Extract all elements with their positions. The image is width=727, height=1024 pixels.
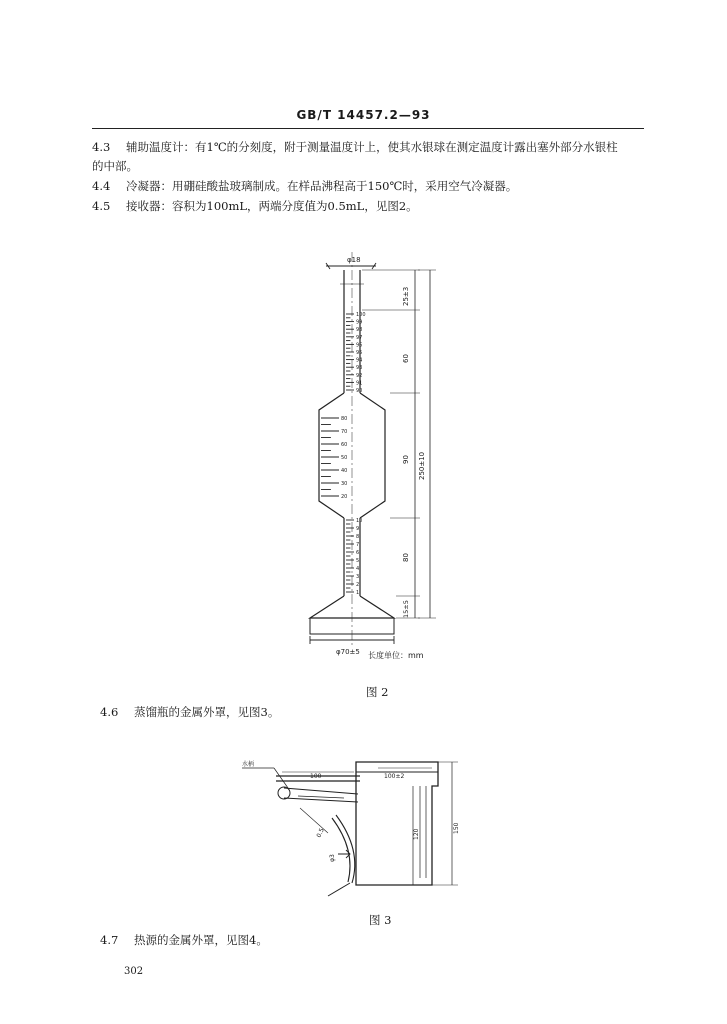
graduation-label: 8 bbox=[356, 534, 360, 540]
graduation-label: 2 bbox=[356, 582, 360, 588]
section-number: 4.5 bbox=[92, 199, 111, 213]
dim-outer-height: 150 bbox=[453, 822, 460, 834]
graduation-label: 4 bbox=[356, 566, 360, 572]
section-4-5 bbox=[92, 199, 418, 214]
section-4-4 bbox=[92, 179, 517, 194]
graduation-label: 5 bbox=[356, 558, 360, 564]
graduation-label: 90 bbox=[356, 388, 363, 394]
graduation-label: 30 bbox=[341, 481, 348, 487]
dim-arm-length: 100 bbox=[310, 773, 322, 780]
dim-thickness: 0.5 bbox=[315, 827, 326, 839]
graduation-label: 7 bbox=[356, 542, 360, 548]
dim-bulb: 90 bbox=[402, 455, 410, 464]
graduation-label: 91 bbox=[356, 380, 363, 387]
section-number: 4.4 bbox=[92, 179, 111, 193]
graduation-label: 99 bbox=[356, 319, 363, 326]
graduation-label: 1 bbox=[356, 590, 360, 596]
section-text: 热源的金属外罩，见图4。 bbox=[134, 933, 268, 947]
graduation-label: 80 bbox=[341, 416, 348, 422]
label-water-handle: 水柄 bbox=[242, 761, 255, 768]
graduation-label: 96 bbox=[356, 342, 363, 349]
graduation-label: 6 bbox=[356, 550, 360, 556]
section-number: 4.6 bbox=[100, 705, 119, 719]
dim-lower-tube: 80 bbox=[402, 553, 410, 562]
unit-note: 长度单位：mm bbox=[368, 651, 424, 660]
section-4-3-continued: 的中部。 bbox=[92, 159, 138, 173]
standard-number: GB/T 14457.2—93 bbox=[296, 108, 431, 122]
graduation-label: 3 bbox=[356, 574, 360, 580]
graduation-label: 94 bbox=[356, 357, 363, 364]
section-4-7 bbox=[100, 933, 268, 948]
dim-top-diameter: φ18 bbox=[347, 256, 361, 264]
graduation-label: 70 bbox=[341, 429, 348, 435]
dim-inner-height: 120 bbox=[413, 828, 420, 840]
graduation-label: 60 bbox=[341, 442, 348, 448]
dim-box-width: 100±2 bbox=[384, 773, 405, 780]
graduation-label: 9 bbox=[356, 526, 360, 532]
dim-total-height: 250±10 bbox=[418, 451, 426, 480]
section-number: 4.7 bbox=[100, 933, 119, 947]
figure-2-receiver-drawing bbox=[290, 248, 470, 664]
section-text: 蒸馏瓶的金属外罩，见图3。 bbox=[134, 705, 280, 719]
graduation-label: 98 bbox=[356, 327, 363, 334]
graduation-label: 92 bbox=[356, 372, 363, 379]
graduation-label: 95 bbox=[356, 350, 363, 356]
dim-top-segment: 25±3 bbox=[402, 286, 410, 306]
graduation-label: 10 bbox=[356, 518, 363, 524]
graduation-label: 40 bbox=[341, 468, 348, 474]
dim-hole-diameter: φ3 bbox=[329, 854, 336, 862]
section-text: 冷凝器：用硼硅酸盐玻璃制成。在样品沸程高于150℃时，采用空气冷凝器。 bbox=[126, 179, 518, 193]
page-number: 302 bbox=[124, 966, 144, 977]
graduation-label: 50 bbox=[341, 455, 348, 461]
dim-bottom-diameter: φ70±5 bbox=[336, 648, 360, 656]
dim-base: 15±5 bbox=[402, 600, 410, 618]
section-text: 接收器：容积为100mL，两端分度值为0.5mL，见图2。 bbox=[126, 199, 418, 213]
figure-3-shield-drawing bbox=[238, 758, 470, 910]
graduation-label: 20 bbox=[341, 494, 348, 500]
section-number: 4.3 bbox=[92, 140, 111, 154]
graduation-label: 97 bbox=[356, 334, 363, 341]
graduation-label: 100 bbox=[356, 312, 366, 318]
figure-2-caption: 图 2 bbox=[366, 685, 389, 699]
header-rule bbox=[92, 128, 644, 129]
graduation-label: 93 bbox=[356, 365, 363, 372]
figure-3-caption: 图 3 bbox=[369, 913, 392, 927]
section-text: 辅助温度计：有1℃的分刻度，附于测量温度计上，使其水银球在测定温度计露出塞外部分水银柱 bbox=[126, 140, 618, 154]
section-4-6 bbox=[100, 705, 279, 720]
section-4-3 bbox=[92, 140, 618, 155]
dim-upper-neck: 60 bbox=[402, 354, 410, 363]
